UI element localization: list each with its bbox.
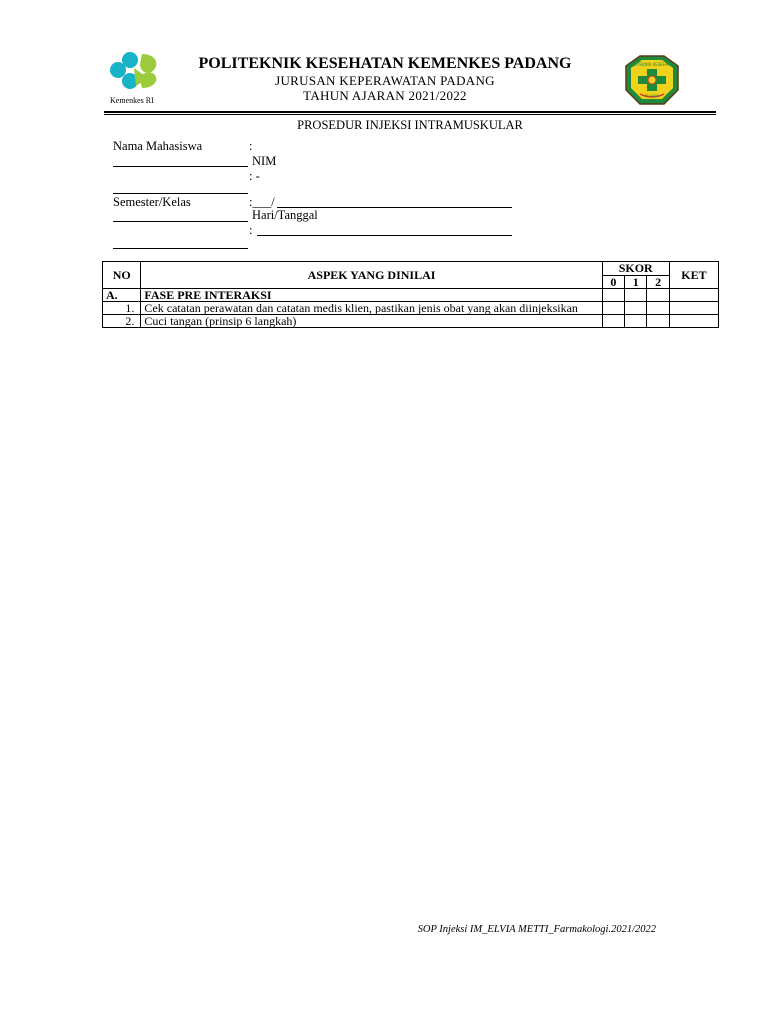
ket-cell [669,289,718,302]
header-skor-0: 0 [602,275,624,289]
section-no: A. [103,289,141,302]
tanggal-colon: : [249,223,253,237]
section-row [103,289,719,302]
logo-caption: Kemenkes RI [110,96,154,105]
score-cell [647,315,669,328]
emblem-text-top: POLITEKNIK KESEHATAN [627,62,677,67]
department-name: JURUSAN KEPERAWATAN PADANG [275,73,495,88]
header-ket: KET [669,262,718,289]
score-cell [625,302,647,315]
score-cell [602,315,624,328]
assessment-table [102,261,719,328]
score-cell [625,315,647,328]
header-rule-thin [104,114,716,115]
nim-colon: : - [249,169,260,183]
emblem-text-bottom: PADANG [644,94,660,98]
score-cell [602,302,624,315]
score-cell [625,289,647,302]
ket-cell [669,302,718,315]
row-text: Cuci tangan (prinsip 6 langkah) [141,315,602,328]
table-row [103,302,719,315]
semester-colon: :___/ [249,195,275,209]
institution-name: POLITEKNIK KESEHATAN KEMENKES PADANG [198,55,572,72]
section-title: FASE PRE INTERAKSI [141,289,602,302]
table-row [103,315,719,328]
tanggal-line [257,235,512,236]
nim-label: NIM [252,154,277,168]
header-no: NO [103,262,141,289]
header-aspek: ASPEK YANG DINILAI [141,262,602,289]
ket-cell [669,315,718,328]
row-no: 2. [103,315,141,328]
header-skor-1: 1 [625,275,647,289]
semester-line-left [113,221,248,222]
header-skor-2: 2 [647,275,669,289]
document-title: PROSEDUR INJEKSI INTRAMUSKULAR [297,118,523,132]
score-cell [602,289,624,302]
semester-label: Semester/Kelas [113,195,191,209]
score-cell [647,289,669,302]
academic-year: TAHUN AJARAN 2021/2022 [303,88,467,103]
header-skor: SKOR [602,262,669,276]
nama-label: Nama Mahasiswa [113,139,203,153]
nama-line [113,166,248,167]
table-header-row [103,262,719,276]
nim-line [113,193,248,194]
row-no: 1. [103,302,141,315]
score-cell [647,302,669,315]
tanggal-line-left [113,248,248,249]
footer-text: SOP Injeksi IM_ELVIA METTI_Farmakologi.2021/2022 [417,924,656,935]
nama-colon: : [249,139,253,153]
row-text: Cek catatan perawatan dan catatan medis klien, pastikan jenis obat yang akan diinjeksikan [141,302,602,315]
poltekkes-emblem [620,54,684,106]
tanggal-label: Hari/Tanggal [252,208,318,222]
header-rule [104,111,716,113]
